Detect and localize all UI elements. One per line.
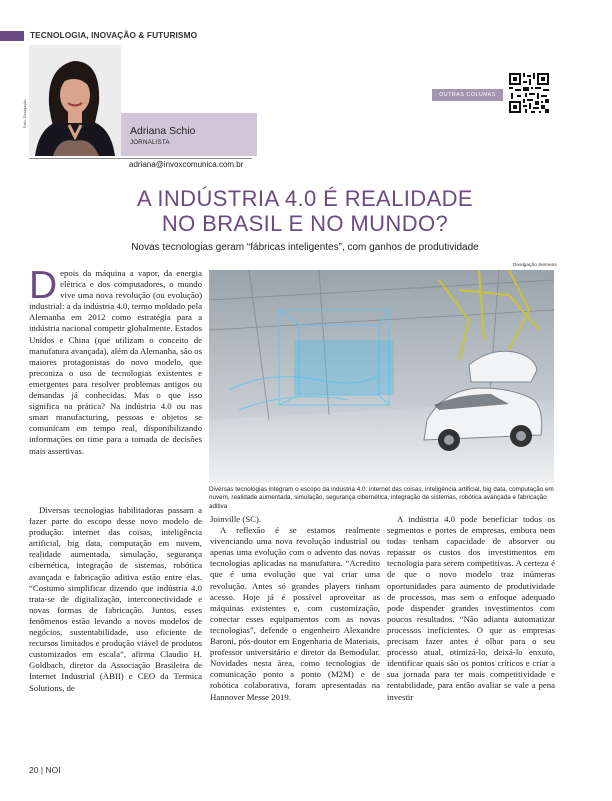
article-column-1-bottom: [29, 505, 202, 694]
article-headline: [60, 186, 550, 236]
magazine-name: NOI: [45, 765, 61, 775]
article-column-1-top: [29, 264, 202, 457]
article-deck: Novas tecnologias geram “fábricas inteligentes”, com ganhos de produtividade: [131, 242, 479, 253]
figure-caption: Diversas tecnologias integram o escopo da indústria 4.0: internet das coisas, inteligência artificial, big data, computação em nuvem, realidade aumentada, simulação, segurança cibernética, integração de sistemas, robótica avançada e fabricação aditiva: [209, 486, 554, 510]
author-email[interactable]: adriana@invoxcomunica.com.br: [129, 160, 244, 169]
headline-line-2: NO BRASIL E NO MUNDO?: [161, 211, 449, 236]
paragraph-2: Diversas tecnologias habilitadoras passam a fazer parte do escopo desse novo modelo de produção: internet das coisas, inteligência artificial, big data, computação em nuvem, realidade aumentada, simulação, segurança cibernética, integração de sistemas, robótica avançada e fabricação aditiva estão entre elas. “Costumo simplificar dizendo que indústria 4.0 trata-se de digitalização, interconectividade e novas formas de fabricação. Juntos, esses fenômenos estão levando a novos modelos de negócios, sustentabilidade, uso eficiente de recursos limitados e produção viável de produtos customizados em escala”, afirma Claudio H. Goldbach, diretor da Associação Brasileira de Internet Industrial (ABII) e CEO da Termica Solutions, de: [29, 505, 202, 693]
section-color-bar: [0, 31, 24, 41]
figure-credit: Divulgação Siemens: [513, 263, 557, 268]
author-role: JORNALISTA: [130, 139, 170, 146]
qr-code-icon[interactable]: [509, 73, 549, 113]
page-number: 20: [29, 765, 39, 775]
article-column-3: [387, 514, 555, 703]
author-name: Adriana Schio: [130, 125, 196, 137]
page-footer: [29, 765, 61, 775]
paragraph-2-continued: Joinville (SC).: [210, 514, 262, 524]
headline-line-1: A INDÚSTRIA 4.0 É REALIDADE: [136, 186, 474, 211]
paragraph-4: A indústria 4.0 pode beneficiar todos os segmentos e portes de empresas, embora nem todas tenham capacidade de absorver ou repassar os custos dos investimentos em tecnologia para serem competitivas. A certeza é de que o novo modelo traz inúmeras oportunidades para aumento de produtividade de processos, mas sem o enfoque adequado pode dispender grandes investimentos com poucos resultados. “Não adianta automatizar processos ineficientes. O que as empresas precisam fazer antes é olhar para o seu processo atual, otimizá-lo, deixá-lo enxuto, identificar quais são os pontos críticos e criar a sua jornada para ter mais competitividade e rentabilidade, para então avaliar se vale a pena investir: [387, 514, 555, 702]
article-column-2: [210, 514, 380, 703]
other-columns-button[interactable]: OUTRAS COLUNAS: [432, 89, 503, 101]
paragraph-3: A reflexão é se estamos realmente vivenciando uma nova revolução industrial ou apenas uma evolução com o advento das novas tecnologias aplicadas na manufatura. “Acredito que é uma evolução que vai criar uma revolução. Antes só grandes players tinham acesso. Hoje já é possível aproveitar as máquinas existentes e, com customização, conectar esses equipamentos com as novas tecnologias”, defende o engenheiro Alexandre Baroni, pós-doutor em Engenharia de Materiais, professor universitário e diretor da Bemodular. Novidades nesta área, como tecnologias de comunicação ponto a ponto (M2M) e de robótica colaborativa, foram apresentadas na Hannover Messe 2019.: [210, 525, 380, 702]
paragraph-1: epois da máquina a vapor, da energia elétrica e dos computadores, o mundo vive uma nova revolução (ou evolução) industrial: a da indústria 4.0, termo moldado pela Alemanha em 2012 como estratégia para a indústria nacional competir globalmente. Estados Unidos e China (que utilizam o conceito de manufatura avançada), além da Alemanha, são os maiores protagonistas do novo modelo, que preconiza o uso de tecnologias existentes e emergentes para resolver problemas antigos ou demandas já conhecidas. Mas o que isso significa na prática? Na indústria 4.0 ou nas smart manufacturing, pessoas e objetos se comunicam em tempo real, disponibilizando informações on time para a tomada de decisões mais assertivas.: [29, 268, 202, 456]
divider-rule: [29, 158, 252, 159]
author-photo: [29, 45, 121, 156]
footer-separator: |: [40, 765, 44, 775]
section-title: TECNOLOGIA, INOVAÇÃO & FUTURISMO: [30, 30, 198, 40]
drop-cap: D: [29, 264, 58, 307]
photo-credit: Foto: Divulgação: [23, 99, 27, 128]
factory-illustration: [209, 270, 554, 483]
